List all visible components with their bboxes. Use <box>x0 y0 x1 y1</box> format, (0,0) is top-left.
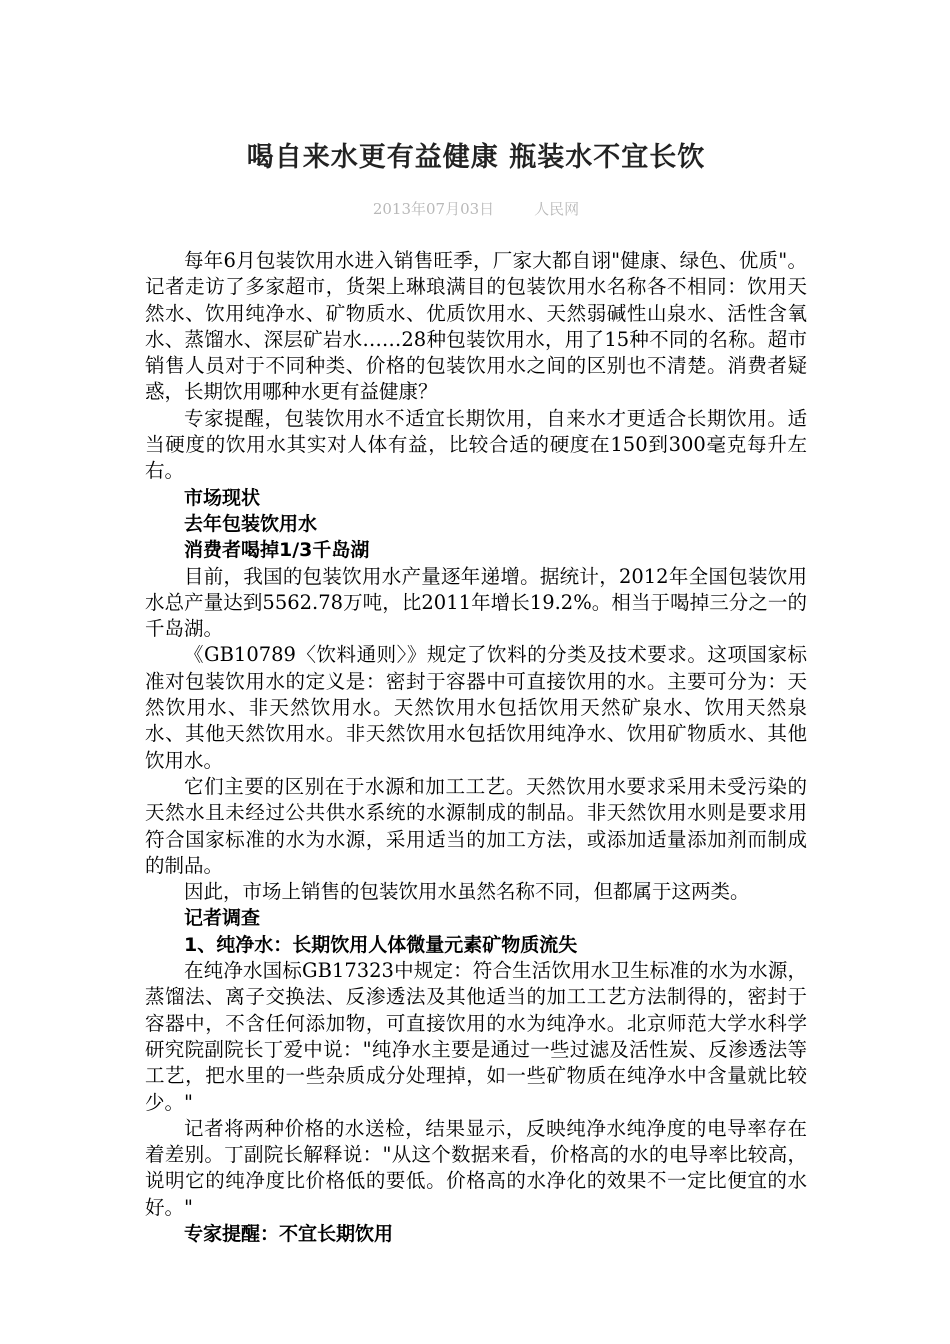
article-page <box>145 138 807 1247</box>
paragraph: 目前，我国的包装饮用水产量逐年递增。据统计，2012年全国包装饮用水总产量达到5562.78万吨，比2011年增长19.2%。相当于喝掉三分之一的千岛湖。 <box>145 564 807 641</box>
section-heading: 消费者喝掉1/3千岛湖 <box>184 539 370 562</box>
section-heading: 专家提醒：不宜长期饮用 <box>184 1222 394 1245</box>
article-date: 2013年07月03日 <box>372 200 495 218</box>
article-source: 人民网 <box>534 200 580 218</box>
article-title: 喝自来水更有益健康 瓶装水不宜长饮 <box>246 142 706 173</box>
section-heading: 记者调查 <box>184 907 261 930</box>
paragraph: 因此，市场上销售的包装饮用水虽然名称不同，但都属于这两类。 <box>184 880 750 904</box>
article-meta <box>145 198 807 220</box>
paragraph: 在纯净水国标GB17323中规定：符合生活饮用水卫生标准的水为水源，蒸馏法、离子交换法、反渗透法及其他适当的加工工艺方法制得的，密封于容器中，不含任何添加物，可直接饮用的水为纯净水。北京师范大学水科学研究院副院长丁爱中说："纯净水主要是通过一些过滤及活性炭、反渗透法等工艺，把水里的一些杂质成分处理掉，如一些矿物质在纯净水中含量就比较少。" <box>145 959 807 1114</box>
paragraph: 记者将两种价格的水送检，结果显示，反映纯净水纯净度的电导率存在着差别。丁副院长解释说："从这个数据来看，价格高的水的电导率比较高，说明它的纯净度比价格低的要低。价格高的水净化的效果不一定比便宜的水好。" <box>145 1116 807 1219</box>
paragraph: 《GB10789〈饮料通则〉》规定了饮料的分类及技术要求。这项国家标准对包装饮用水的定义是：密封于容器中可直接饮用的水。主要可分为：天然饮用水、非天然饮用水。天然饮用水包括饮用天然矿泉水、饮用天然泉水、其他天然饮用水。非天然饮用水包括饮用纯净水、饮用矿物质水、其他饮用水。 <box>145 643 807 772</box>
section-heading: 去年包装饮用水 <box>184 512 318 535</box>
paragraph: 每年6月包装饮用水进入销售旺季，厂家大都自诩"健康、绿色、优质"。记者走访了多家超市，货架上琳琅满目的包装饮用水名称各不相同：饮用天然水、饮用纯净水、矿物质水、优质饮用水、天然弱碱性山泉水、活性含氧水、蒸馏水、深层矿岩水……28种包装饮用水，用了15种不同的名称。超市销售人员对于不同种类、价格的包装饮用水之间的区别也不清楚。消费者疑惑，长期饮用哪种水更有益健康？ <box>145 249 807 404</box>
paragraph: 专家提醒，包装饮用水不适宜长期饮用，自来水才更适合长期饮用。适当硬度的饮用水其实对人体有益，比较合适的硬度在150到300毫克每升左右。 <box>145 406 807 483</box>
paragraph: 它们主要的区别在于水源和加工工艺。天然饮用水要求采用未受污染的天然水且未经过公共供水系统的水源制成的制品。非天然饮用水则是要求用符合国家标准的水为水源，采用适当的加工方法，或添加适量添加剂而制成的制品。 <box>145 774 807 877</box>
article-body <box>145 248 807 1247</box>
section-heading: 市场现状 <box>184 486 261 509</box>
section-heading: 1、纯净水：长期饮用人体微量元素矿物质流失 <box>184 933 578 956</box>
